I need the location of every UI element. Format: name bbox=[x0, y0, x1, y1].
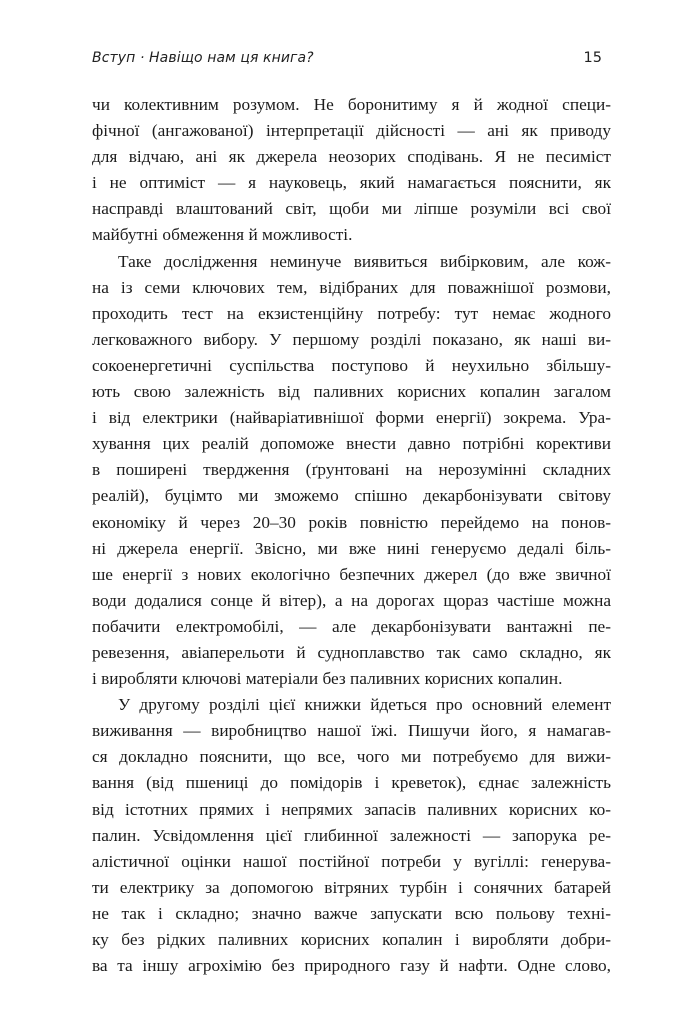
text-line: і не оптиміст — я науковець, який намагається пояснити, як bbox=[92, 173, 611, 193]
paragraph-2 bbox=[92, 249, 611, 693]
text-line: в поширені твердження (ґрунтовані на нерозумінні складних bbox=[92, 460, 611, 480]
text-line: ва та іншу агрохімію без природного газу й нафти. Одне слово, bbox=[92, 956, 611, 976]
text-line: хування цих реалій допоможе внести давно потрібні корективи bbox=[92, 434, 611, 454]
text-line: ку без рідких паливних корисних копалин і виробляти добри- bbox=[92, 930, 611, 949]
text-line: ють свою залежність від паливних корисних копалин загалом bbox=[92, 382, 611, 402]
text-line: ні джерела енергії. Звісно, ми вже нині генеруємо дедалі біль- bbox=[92, 538, 611, 558]
text-line: фічної (ангажованої) інтерпретації дійсності — ані як приводу bbox=[92, 121, 611, 141]
text-line: палин. Усвідомлення цієї глибинної залежності — запорука ре- bbox=[92, 825, 611, 845]
text-line: побачити електромобілі, — але декарбонізувати вантажні пе- bbox=[92, 616, 611, 636]
paragraph-1 bbox=[92, 92, 611, 249]
text-line: вання (від пшениці до помідорів і креветок), єднає залежність bbox=[92, 773, 611, 793]
running-head: Вступ · Навіщо нам ця книга? bbox=[92, 50, 314, 66]
text-line: від істотних прямих і непрямих запасів паливних корисних ко- bbox=[92, 799, 611, 819]
paragraph-3 bbox=[92, 692, 611, 979]
text-line: майбутні обмеження й можливості. bbox=[92, 225, 353, 245]
text-line: чи колективним розумом. Не боронитиму я й жодної специ- bbox=[92, 95, 611, 114]
text-line: для відчаю, ані як джерела неозорих сподівань. Я не песиміст bbox=[92, 147, 611, 167]
text-line: економіку й через 20–30 років повністю перейдемо на понов- bbox=[92, 512, 611, 532]
text-line: алістичної оцінки нашої постійної потреби у вугіллі: генерува- bbox=[92, 851, 611, 871]
text-line: насправді влаштований світ, щоби ми ліпше розуміли всі свої bbox=[92, 199, 611, 219]
text-line: ти електрику за допомогою вітряних турбін і сонячних батарей bbox=[92, 877, 611, 897]
page-number: 15 bbox=[583, 50, 602, 66]
body-text bbox=[92, 92, 611, 979]
text-line: сокоенергетичні суспільства поступово й неухильно збільшу- bbox=[92, 355, 611, 375]
text-line: не так і складно; значно важче запускати всю польову техні- bbox=[92, 903, 611, 923]
text-line: води додалися сонце й вітер), а на дорогах щораз частіше можна bbox=[92, 590, 611, 610]
text-line: ше енергії з нових екологічно безпечних джерел (до вже звичної bbox=[92, 564, 611, 584]
text-line: Таке дослідження неминуче виявиться вибірковим, але кож- bbox=[118, 251, 611, 271]
text-line: легковажного вибору. У першому розділі показано, як наші ви- bbox=[92, 329, 611, 349]
text-line: ревезення, авіаперельоти й судноплавство так само складно, як bbox=[92, 642, 611, 662]
text-line: У другому розділі цієї книжки йдеться про основний елемент bbox=[118, 695, 611, 715]
text-line: реалій), буцімто ми зможемо спішно декарбонізувати світову bbox=[92, 486, 611, 506]
text-line: проходить тест на екзистенційну потребу: тут немає жодного bbox=[92, 303, 611, 323]
text-line: на із семи ключових тем, відібраних для поважнішої розмови, bbox=[92, 277, 611, 297]
text-line: і виробляти ключові матеріали без паливних корисних копалин. bbox=[92, 669, 563, 689]
text-line: ся докладно пояснити, що все, чого ми потребуємо для вижи- bbox=[92, 747, 611, 767]
text-line: і від електрики (найваріативнішої форми енергії) зокрема. Ура- bbox=[92, 408, 611, 428]
text-line: виживання — виробництво нашої їжі. Пишучи його, я намагав- bbox=[92, 721, 611, 741]
